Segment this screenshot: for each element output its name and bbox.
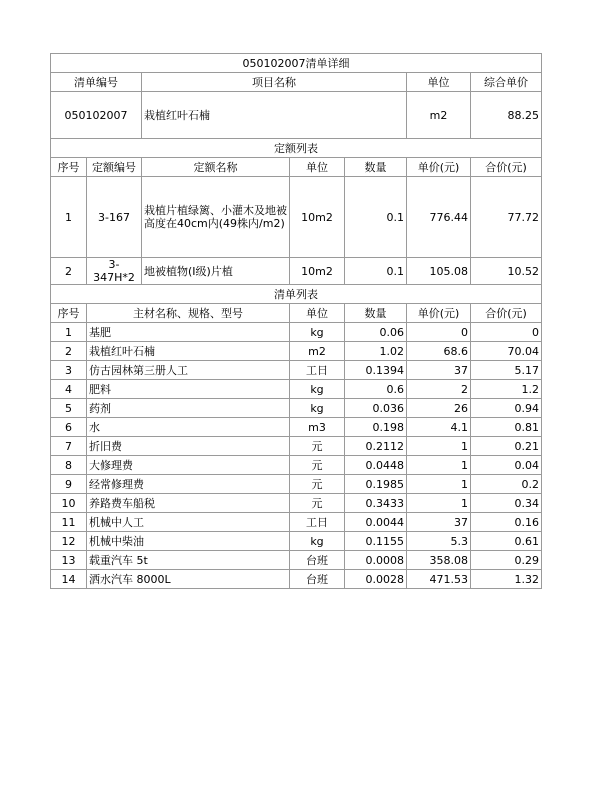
table-row xyxy=(51,551,542,570)
material-name: 机械中柴油 xyxy=(87,532,290,551)
quota-qty: 0.1 xyxy=(345,177,407,258)
quota-header-total: 合价(元) xyxy=(471,158,542,177)
material-name: 水 xyxy=(87,418,290,437)
table-row xyxy=(51,570,542,589)
material-unit: 元 xyxy=(290,494,345,513)
material-unit: m2 xyxy=(290,342,345,361)
table-row xyxy=(51,532,542,551)
material-total: 0.29 xyxy=(471,551,542,570)
quota-no: 2 xyxy=(51,258,87,285)
material-no: 9 xyxy=(51,475,87,494)
material-name: 药剂 xyxy=(87,399,290,418)
material-unit-price: 1 xyxy=(407,494,471,513)
material-unit-price: 1 xyxy=(407,456,471,475)
material-no: 12 xyxy=(51,532,87,551)
quota-unit-price: 776.44 xyxy=(407,177,471,258)
material-unit: kg xyxy=(290,323,345,342)
material-no: 1 xyxy=(51,323,87,342)
material-no: 4 xyxy=(51,380,87,399)
quota-total: 77.72 xyxy=(471,177,542,258)
material-total: 0.61 xyxy=(471,532,542,551)
material-unit-price: 471.53 xyxy=(407,570,471,589)
material-total: 0.04 xyxy=(471,456,542,475)
material-unit: kg xyxy=(290,399,345,418)
material-qty: 0.0008 xyxy=(345,551,407,570)
material-qty: 0.1985 xyxy=(345,475,407,494)
table-row xyxy=(51,475,542,494)
table-row xyxy=(51,323,542,342)
material-total: 0.16 xyxy=(471,513,542,532)
quota-header-code: 定额编号 xyxy=(87,158,142,177)
material-no: 10 xyxy=(51,494,87,513)
material-unit: kg xyxy=(290,532,345,551)
material-unit-price: 1 xyxy=(407,475,471,494)
quota-total: 10.52 xyxy=(471,258,542,285)
material-unit-price: 37 xyxy=(407,513,471,532)
table-row xyxy=(51,494,542,513)
material-unit-price: 1 xyxy=(407,437,471,456)
material-unit: m3 xyxy=(290,418,345,437)
material-unit: 工日 xyxy=(290,513,345,532)
material-unit-price: 37 xyxy=(407,361,471,380)
material-total: 0.81 xyxy=(471,418,542,437)
material-header-no: 序号 xyxy=(51,304,87,323)
material-name: 栽植红叶石楠 xyxy=(87,342,290,361)
material-total: 1.32 xyxy=(471,570,542,589)
bill-detail-table xyxy=(50,53,542,589)
table-row xyxy=(51,342,542,361)
material-no: 8 xyxy=(51,456,87,475)
quota-header-no: 序号 xyxy=(51,158,87,177)
material-qty: 0.3433 xyxy=(345,494,407,513)
quota-code: 3-347H*2 xyxy=(87,258,142,285)
quota-row xyxy=(51,258,542,285)
material-qty: 0.0028 xyxy=(345,570,407,589)
material-qty: 0.2112 xyxy=(345,437,407,456)
header-unit-price: 综合单价 xyxy=(471,73,542,92)
material-name: 折旧费 xyxy=(87,437,290,456)
material-unit-price: 4.1 xyxy=(407,418,471,437)
table-row xyxy=(51,361,542,380)
header-item-name: 项目名称 xyxy=(142,73,407,92)
material-qty: 0.198 xyxy=(345,418,407,437)
quota-section-title: 定额列表 xyxy=(51,139,542,158)
item-price: 88.25 xyxy=(471,92,542,139)
material-unit-price: 0 xyxy=(407,323,471,342)
material-no: 2 xyxy=(51,342,87,361)
material-qty: 0.0448 xyxy=(345,456,407,475)
material-no: 11 xyxy=(51,513,87,532)
material-unit: 工日 xyxy=(290,361,345,380)
material-unit-price: 68.6 xyxy=(407,342,471,361)
quota-header-qty: 数量 xyxy=(345,158,407,177)
material-name: 肥料 xyxy=(87,380,290,399)
material-name: 基肥 xyxy=(87,323,290,342)
material-total: 0.2 xyxy=(471,475,542,494)
material-unit: 台班 xyxy=(290,570,345,589)
quota-name: 栽植片植绿篱、小灌木及地被高度在40cm内(49株内/m2) xyxy=(142,177,290,258)
item-name: 栽植红叶石楠 xyxy=(142,92,407,139)
quota-header-unit-price: 单价(元) xyxy=(407,158,471,177)
material-name: 机械中人工 xyxy=(87,513,290,532)
table-title: 050102007清单详细 xyxy=(51,54,542,73)
material-total: 0 xyxy=(471,323,542,342)
material-total: 0.94 xyxy=(471,399,542,418)
material-header-qty: 数量 xyxy=(345,304,407,323)
item-code: 050102007 xyxy=(51,92,142,139)
header-bill-code: 清单编号 xyxy=(51,73,142,92)
material-unit: 元 xyxy=(290,456,345,475)
quota-unit: 10m2 xyxy=(290,258,345,285)
material-rows xyxy=(51,323,542,589)
material-unit: 台班 xyxy=(290,551,345,570)
material-qty: 1.02 xyxy=(345,342,407,361)
material-name: 载重汽车 5t xyxy=(87,551,290,570)
material-total: 1.2 xyxy=(471,380,542,399)
quota-unit: 10m2 xyxy=(290,177,345,258)
material-unit-price: 5.3 xyxy=(407,532,471,551)
material-qty: 0.1155 xyxy=(345,532,407,551)
material-no: 7 xyxy=(51,437,87,456)
material-header-unit: 单位 xyxy=(290,304,345,323)
material-header-total: 合价(元) xyxy=(471,304,542,323)
material-qty: 0.6 xyxy=(345,380,407,399)
material-name: 养路费车船税 xyxy=(87,494,290,513)
material-unit: 元 xyxy=(290,437,345,456)
table-row xyxy=(51,513,542,532)
material-name: 经常修理费 xyxy=(87,475,290,494)
header-unit: 单位 xyxy=(407,73,471,92)
material-unit-price: 2 xyxy=(407,380,471,399)
quota-row xyxy=(51,177,542,258)
quota-code: 3-167 xyxy=(87,177,142,258)
material-no: 3 xyxy=(51,361,87,380)
material-qty: 0.036 xyxy=(345,399,407,418)
quota-header-unit: 单位 xyxy=(290,158,345,177)
material-no: 6 xyxy=(51,418,87,437)
table-row xyxy=(51,437,542,456)
quota-unit-price: 105.08 xyxy=(407,258,471,285)
material-name: 仿古园林第三册人工 xyxy=(87,361,290,380)
item-unit: m2 xyxy=(407,92,471,139)
table-row xyxy=(51,380,542,399)
material-name: 大修理费 xyxy=(87,456,290,475)
material-total: 0.21 xyxy=(471,437,542,456)
material-qty: 0.1394 xyxy=(345,361,407,380)
material-unit: 元 xyxy=(290,475,345,494)
material-no: 13 xyxy=(51,551,87,570)
material-header-name: 主材名称、规格、型号 xyxy=(87,304,290,323)
quota-name: 地被植物(I级)片植 xyxy=(142,258,290,285)
table-row xyxy=(51,418,542,437)
material-qty: 0.06 xyxy=(345,323,407,342)
material-total: 0.34 xyxy=(471,494,542,513)
material-no: 5 xyxy=(51,399,87,418)
material-section-title: 清单列表 xyxy=(51,285,542,304)
table-row xyxy=(51,456,542,475)
material-header-unit-price: 单价(元) xyxy=(407,304,471,323)
material-total: 5.17 xyxy=(471,361,542,380)
material-name: 洒水汽车 8000L xyxy=(87,570,290,589)
material-unit: kg xyxy=(290,380,345,399)
quota-no: 1 xyxy=(51,177,87,258)
quota-header-name: 定额名称 xyxy=(142,158,290,177)
table-row xyxy=(51,399,542,418)
material-total: 70.04 xyxy=(471,342,542,361)
material-qty: 0.0044 xyxy=(345,513,407,532)
material-unit-price: 358.08 xyxy=(407,551,471,570)
material-no: 14 xyxy=(51,570,87,589)
material-unit-price: 26 xyxy=(407,399,471,418)
quota-qty: 0.1 xyxy=(345,258,407,285)
